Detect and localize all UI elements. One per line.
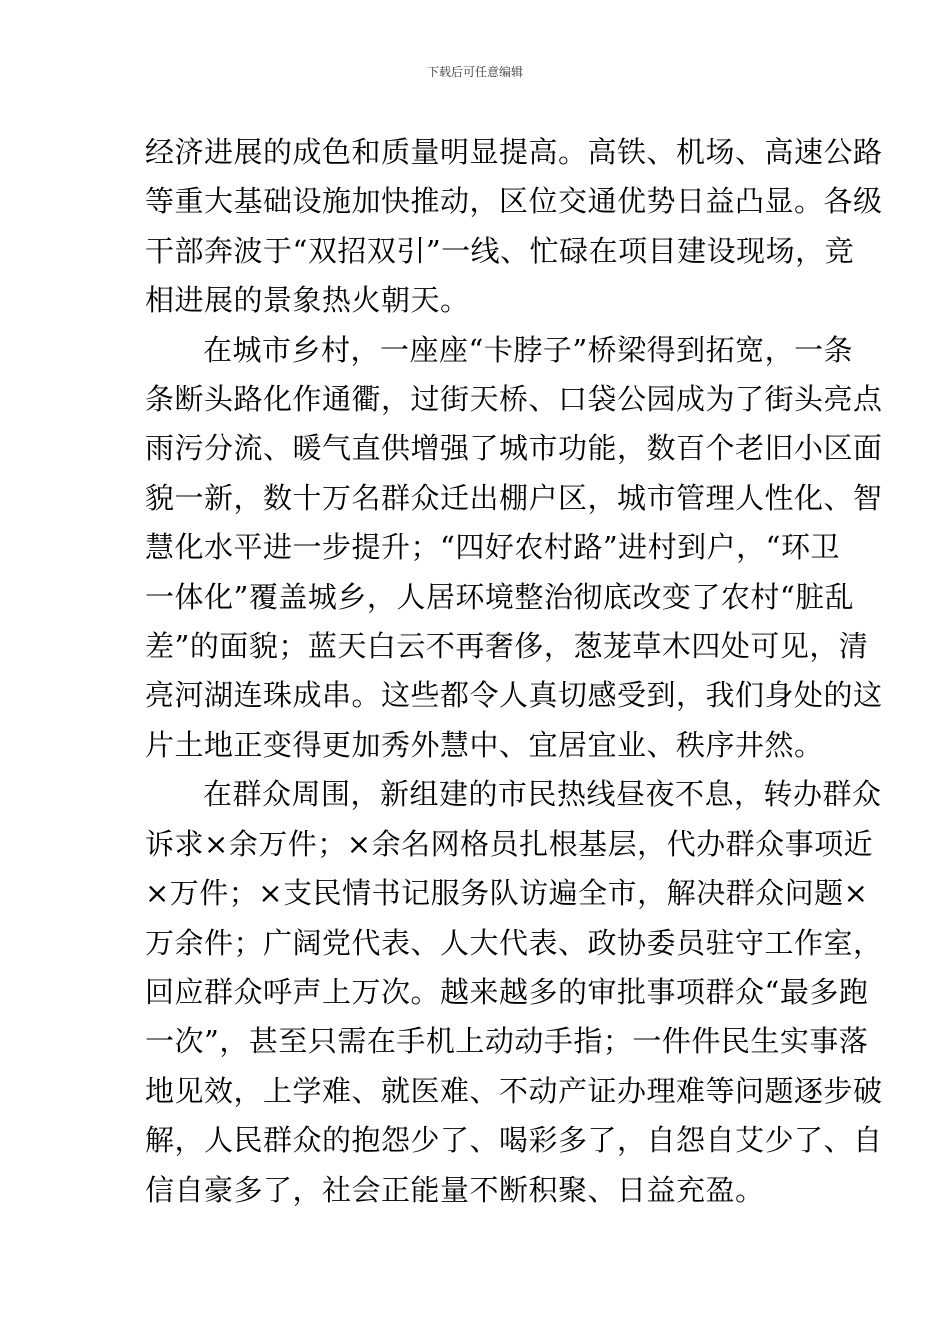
text-line: 地见效，上学难、就医难、不动产证办理难等问题逐步破 xyxy=(145,1073,883,1108)
text-line: 一次”，甚至只需在手机上动动手指；一件件民生实事落 xyxy=(145,1024,869,1059)
text-line: 一体化”覆盖城乡，人居环境整治彻底改变了农村“脏乱 xyxy=(145,579,855,614)
text-line: 回应群众呼声上万次。越来越多的审批事项群众“最多跑 xyxy=(145,974,869,1009)
text-line: 在群众周围，新组建的市民热线昼夜不息，转办群众 xyxy=(203,777,882,812)
text-line: 解，人民群众的抱怨少了、喝彩多了，自怨自艾少了、自 xyxy=(145,1123,883,1158)
text-line: 相进展的景象热火朝天。 xyxy=(145,283,470,318)
text-line: 万余件；广阔党代表、人大代表、政协委员驻守工作室， xyxy=(145,925,883,960)
text-line: 片土地正变得更加秀外慧中、宜居宜业、秩序井然。 xyxy=(145,727,824,762)
paragraph-2 xyxy=(145,326,883,771)
text-line: ×万件；×支民情书记服务队访遍全市，解决群众问题× xyxy=(145,876,869,911)
text-line: 雨污分流、暖气直供增强了城市功能，数百个老旧小区面 xyxy=(145,431,883,466)
text-line: 等重大基础设施加快推动，区位交通优势日益凸显。各级 xyxy=(145,184,883,219)
paragraph-1 xyxy=(145,128,883,326)
text-line: 差”的面貌；蓝天白云不再奢侈，葱茏草木四处可见，清 xyxy=(145,629,869,664)
paragraph-3 xyxy=(145,770,883,1215)
text-line: 亮河湖连珠成串。这些都令人真切感受到，我们身处的这 xyxy=(145,678,883,713)
text-line: 貌一新，数十万名群众迁出棚户区，城市管理人性化、智 xyxy=(145,480,883,515)
text-line: 信自豪多了，社会正能量不断积聚、日益充盈。 xyxy=(145,1172,765,1207)
text-line: 条断头路化作通衢，过街天桥、口袋公园成为了街头亮点 xyxy=(145,382,883,417)
text-line: 经济进展的成色和质量明显提高。高铁、机场、高速公路 xyxy=(145,135,883,169)
text-line: 干部奔波于“双招双引”一线、忙碌在项目建设现场，竞 xyxy=(145,233,855,268)
text-line: 在城市乡村，一座座“卡脖子”桥梁得到拓宽，一条 xyxy=(203,332,854,367)
document-body xyxy=(145,128,883,1215)
text-line: 诉求×余万件；×余名网格员扎根基层，代办群众事项近 xyxy=(145,826,874,861)
text-line: 慧化水平进一步提升；“四好农村路”进村到户，“环卫 xyxy=(145,530,840,565)
page-header: 下载后可任意编辑 xyxy=(426,65,523,79)
